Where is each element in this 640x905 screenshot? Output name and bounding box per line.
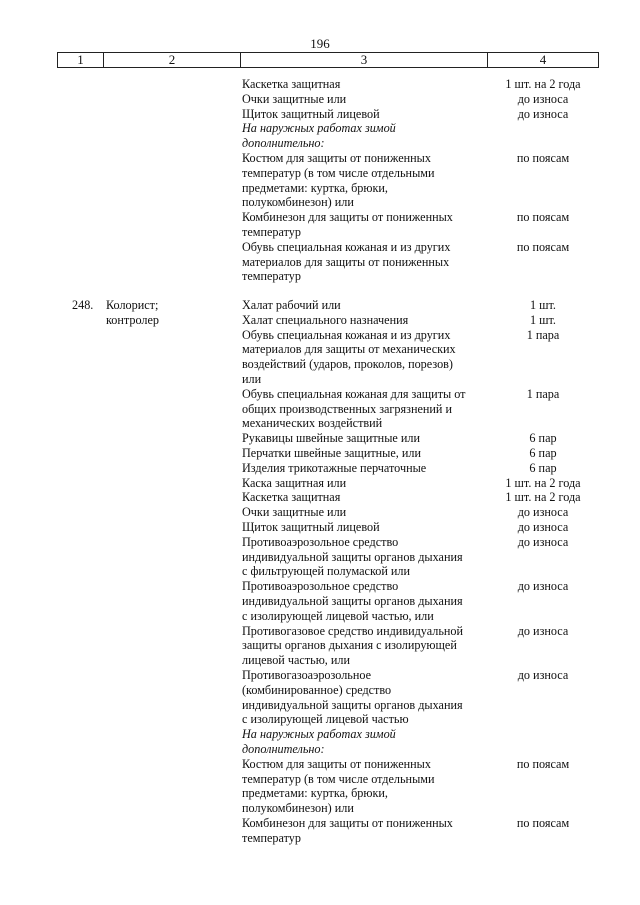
item-text-line: Изделия трикотажные перчаточные: [242, 460, 427, 475]
ppe-item: [242, 461, 602, 476]
continuation-item-list: [242, 77, 602, 284]
ppe-item-name: [242, 313, 486, 328]
item-text-line: температур: [242, 269, 301, 284]
item-text-line: индивидуальной защиты органов дыхания: [242, 697, 463, 712]
ppe-item-name: [242, 431, 486, 446]
item-text-line: Противогазоаэрозольное: [242, 667, 372, 682]
ppe-item-quantity: до износа: [517, 579, 569, 594]
item-text-line: температур (в том числе отдельными: [242, 771, 435, 786]
ppe-item-quantity: [486, 727, 600, 757]
item-text-line: Щиток защитный лицевой: [242, 519, 380, 534]
item-text-line: Обувь специальная кожаная для защиты от: [242, 386, 466, 401]
header-col-4: 4: [539, 52, 547, 67]
item-text-line: Обувь специальная кожаная и из других: [242, 327, 451, 342]
ppe-item-name: [242, 505, 486, 520]
item-text-line: (комбинированное) средство: [242, 682, 392, 697]
item-text-line: или: [242, 371, 262, 386]
item-text-line: предметами: куртка, брюки,: [242, 786, 388, 801]
ppe-item-quantity: до износа: [517, 91, 569, 106]
ppe-item-quantity: по поясам: [516, 150, 570, 165]
ppe-item-name: [242, 668, 486, 727]
item-text-line: Противоаэрозольное средство: [242, 534, 399, 549]
ppe-item: [242, 476, 602, 491]
ppe-item-quantity: до износа: [517, 505, 569, 520]
ppe-item-name: [242, 446, 486, 461]
ppe-item: [242, 505, 602, 520]
item-text-line: дополнительно:: [242, 741, 325, 756]
item-text-line: лицевой частью, или: [242, 653, 351, 668]
ppe-item: [242, 668, 602, 727]
item-text-line: Халат специального назначения: [242, 312, 409, 327]
item-text-line: На наружных работах зимой: [242, 121, 396, 136]
ppe-item-quantity: по поясам: [516, 239, 570, 254]
item-text-line: с фильтрующей полумаской или: [242, 564, 411, 579]
item-text-line: материалов для защиты от пониженных: [242, 254, 450, 269]
section-note: [242, 727, 486, 757]
item-text-line: индивидуальной защиты органов дыхания: [242, 549, 463, 564]
item-text-line: Комбинезон для защиты от пониженных: [242, 210, 453, 225]
ppe-item-quantity: [486, 121, 600, 151]
ppe-item: [242, 727, 602, 757]
item-text-line: На наружных работах зимой: [242, 727, 396, 742]
ppe-item-name: [242, 461, 486, 476]
item-text-line: защиты органов дыхания с изолирующей: [242, 638, 457, 653]
ppe-item-name: [242, 816, 486, 846]
ppe-item-quantity: до износа: [517, 519, 569, 534]
ppe-item-name: [242, 240, 486, 284]
ppe-item-quantity: 1 пара: [526, 386, 560, 401]
header-col-1: 1: [58, 53, 104, 67]
ppe-item: [242, 313, 602, 328]
ppe-item-name: [242, 210, 486, 240]
ppe-item-quantity: 6 пар: [529, 431, 557, 446]
ppe-item-quantity: до износа: [517, 534, 569, 549]
ppe-item-name: [242, 387, 486, 431]
ppe-item: [242, 520, 602, 535]
ppe-item: [242, 624, 602, 668]
ppe-item: [242, 431, 602, 446]
item-text-line: индивидуальной защиты органов дыхания: [242, 593, 463, 608]
item-text-line: полукомбинезон) или: [242, 801, 354, 816]
ppe-item-quantity: 6 пар: [529, 445, 557, 460]
item-text-line: Каскетка защитная: [242, 77, 341, 91]
ppe-item-name: [242, 490, 486, 505]
ppe-item: [242, 490, 602, 505]
item-text-line: механических воздействий: [242, 416, 383, 431]
item-text-line: Противогазовое средство индивидуальной: [242, 623, 464, 638]
item-text-line: общих производственных загрязнений и: [242, 401, 453, 416]
profession-line: Колорист;: [106, 298, 159, 312]
item-text-line: Щиток защитный лицевой: [242, 106, 380, 121]
ppe-item-quantity: до износа: [517, 106, 569, 121]
page-number: 196: [310, 36, 330, 51]
ppe-item-quantity: до износа: [517, 623, 569, 638]
item-text-line: Рукавицы швейные защитные или: [242, 431, 420, 446]
item-text-line: Противоаэрозольное средство: [242, 579, 399, 594]
ppe-item-quantity: до износа: [517, 667, 569, 682]
ppe-item-name: [242, 151, 486, 210]
ppe-item-name: [242, 77, 486, 92]
ppe-item-name: [242, 92, 486, 107]
ppe-item-name: [242, 535, 486, 579]
ppe-item-quantity: 1 шт. на 2 года: [505, 475, 581, 490]
section-note: [242, 121, 486, 151]
ppe-item: [242, 387, 602, 431]
ppe-item: [242, 535, 602, 579]
ppe-item-quantity: по поясам: [516, 756, 570, 771]
entry-number: 248.: [72, 298, 94, 312]
item-text-line: Перчатки швейные защитные, или: [242, 445, 422, 460]
ppe-item-quantity: 1 шт. на 2 года: [505, 490, 581, 505]
item-text-line: полукомбинезон) или: [242, 195, 354, 210]
ppe-item-quantity: по поясам: [516, 210, 570, 225]
item-text-line: с изолирующей лицевой частью: [242, 712, 409, 727]
ppe-item-quantity: 6 пар: [529, 460, 557, 475]
item-text-line: воздействий (ударов, проколов, порезов): [242, 357, 453, 372]
ppe-item-name: [242, 520, 486, 535]
ppe-item: [242, 446, 602, 461]
item-text-line: Костюм для защиты от пониженных: [242, 150, 431, 165]
ppe-item-quantity: 1 шт. на 2 года: [505, 77, 581, 91]
header-col-2: 2: [104, 53, 241, 67]
item-text-line: Комбинезон для защиты от пониженных: [242, 815, 453, 830]
ppe-item: [242, 92, 602, 107]
ppe-item-quantity: 1 шт.: [530, 312, 556, 327]
profession-line: контролер: [106, 312, 160, 327]
item-text-line: Очки защитные или: [242, 505, 347, 520]
item-text-line: температур: [242, 224, 301, 239]
item-text-line: предметами: куртка, брюки,: [242, 180, 388, 195]
table-header: [57, 52, 599, 68]
ppe-item: [242, 298, 602, 313]
ppe-item: [242, 107, 602, 122]
item-text-line: Каска защитная или: [242, 475, 347, 490]
item-text-line: Каскетка защитная: [242, 490, 341, 505]
header-col-3: 3: [241, 53, 488, 67]
ppe-item-quantity: 1 шт.: [530, 298, 556, 312]
item-text-line: материалов для защиты от механических: [242, 342, 456, 357]
ppe-item: [242, 77, 602, 92]
ppe-item: [242, 816, 602, 846]
ppe-item-name: [242, 579, 486, 623]
ppe-item: [242, 328, 602, 387]
ppe-item-quantity: по поясам: [516, 815, 570, 830]
item-text-line: дополнительно:: [242, 136, 325, 151]
item-text-line: Костюм для защиты от пониженных: [242, 756, 431, 771]
ppe-item: [242, 579, 602, 623]
item-text-line: температур (в том числе отдельными: [242, 165, 435, 180]
ppe-item: [242, 240, 602, 284]
ppe-item: [242, 151, 602, 210]
ppe-item-quantity: 1 пара: [526, 327, 560, 342]
ppe-item-name: [242, 757, 486, 816]
ppe-item-name: [242, 624, 486, 668]
ppe-item-name: [242, 476, 486, 491]
ppe-item-name: [242, 298, 486, 313]
item-text-line: температур: [242, 830, 301, 845]
item-text-line: Очки защитные или: [242, 91, 347, 106]
ppe-item-name: [242, 328, 486, 387]
item-text-line: с изолирующей лицевой частью, или: [242, 608, 434, 623]
ppe-item: [242, 121, 602, 151]
item-text-line: Халат рабочий или: [242, 298, 341, 312]
ppe-item-name: [242, 107, 486, 122]
ppe-item: [242, 757, 602, 816]
ppe-item: [242, 210, 602, 240]
item-text-line: Обувь специальная кожаная и из других: [242, 239, 451, 254]
entry-profession: [106, 298, 226, 328]
entry-item-list: [242, 298, 602, 845]
